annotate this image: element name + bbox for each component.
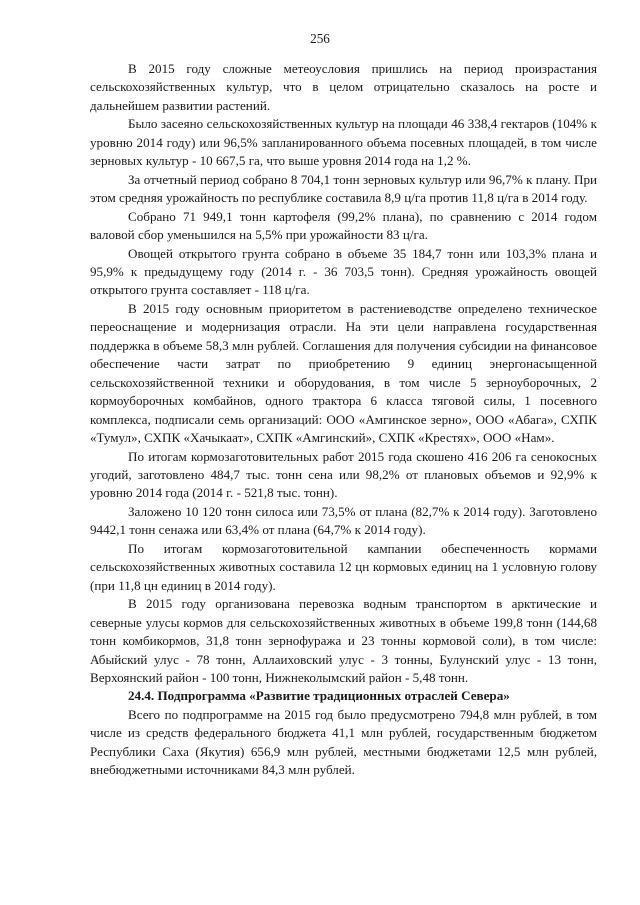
paragraph-vegetables: Овощей открытого грунта собрано в объеме 35 184,7 тонн или 103,3% плана и 95,9% к предыдущему году (2014 г. - 36 703,5 тонн). Средняя урожайность овощей открытого грунта составляет - 118 ц/га. <box>90 245 597 298</box>
paragraph-sown-area: Было засеяно сельскохозяйственных культур на площади 46 338,4 гектаров (104% к уровню 2014 году) или 96,5% запланированного объема посевных площадей, в том числе зерновых культур - 10 667,5 га, что выше уровня 2014 года на 1,2 %. <box>90 116 597 169</box>
section-heading: 24.4. Подпрограмма «Развитие традиционных отраслей Севера» <box>128 688 510 704</box>
paragraph-hay: По итогам кормозаготовительных работ 2015 года скошено 416 206 га сенокосных угодий, заготовлено 484,7 тыс. тонн сена или 98,2% от плановых объемов и 92,9% к уровню 2014 года (2014 г. - 521,8 тыс. тонн). <box>90 448 597 501</box>
paragraph-modernization: В 2015 году основным приоритетом в растениеводстве определено техническое переоснащение и модернизация отрасли. На эти цели направлена государственная поддержка в объеме 58,3 млн рублей. Соглашения для получения субсидии на финансовое обеспечение части затрат по приобретению 9 единиц энергонасыщенной сельскохозяйственной техники и оборудования, в том числе 5 зерноуборочных, 2 кормоуборочных комбайнов, одного трактора 6 класса тяговой силы, 1 посевного комплекса, подписали семь организаций: ООО «Амгинское зерно», ООО «Абага», СХПК «Тумул», СХПК «Хачыкаат», СХПК «Амгинский», СХПК «Крестях», ООО «Нам». <box>90 300 597 446</box>
paragraph-water-transport: В 2015 году организована перевозка водным транспортом в арктические и северные улусы кормов для сельскохозяйственных животных в объеме 199,8 тонн (144,68 тонн комбикормов, 31,8 тонн зернофуража и 23 тонны кормовой соли), в том числе: Абыйский улус - 78 тонн, Аллаиховский улус - 3 тонны, Булунский улус - 13 тонн, Верхоянский район - 100 тонн, Нижнеколымский район - 5,48 тонн. <box>90 596 597 685</box>
page-number: 256 <box>310 31 330 46</box>
paragraph-feed-supply: По итогам кормозаготовительной кампании обеспеченность кормами сельскохозяйственных животных составила 12 цн кормовых единиц на 1 условную голову (при 11,8 цн единиц в 2014 году). <box>90 540 597 593</box>
paragraph-funding: Всего по подпрограмме на 2015 год было предусмотрено 794,8 млн рублей, в том числе из средств федерального бюджета 41,1 млн рублей, государственным бюджетом Республики Саха (Якутия) 656,9 млн рублей, местными бюджетами 12,5 млн рублей, внебюджетными источниками 84,3 млн рублей. <box>90 706 597 778</box>
paragraph-weather: В 2015 году сложные метеоусловия пришлись на период произрастания сельскохозяйственных культур, что в целом отрицательно сказалось на росте и дальнейшем развитии растений. <box>90 61 597 113</box>
page-content <box>90 60 597 780</box>
paragraph-potatoes: Собрано 71 949,1 тонн картофеля (99,2% плана), по сравнению с 2014 годом валовой сбор уменьшился на 5,5% при урожайности 83 ц/га. <box>90 208 597 243</box>
paragraph-silage: Заложено 10 120 тонн силоса или 73,5% от плана (82,7% к 2014 году). Заготовлено 9442,1 тонн сенажа или 63,4% от плана (64,7% к 2014 году). <box>90 503 597 538</box>
paragraph-grain-harvest: За отчетный период собрано 8 704,1 тонн зерновых культур или 96,7% к плану. При этом средняя урожайность по республике составила 8,9 ц/га против 11,8 ц/га в 2014 году. <box>90 171 597 206</box>
